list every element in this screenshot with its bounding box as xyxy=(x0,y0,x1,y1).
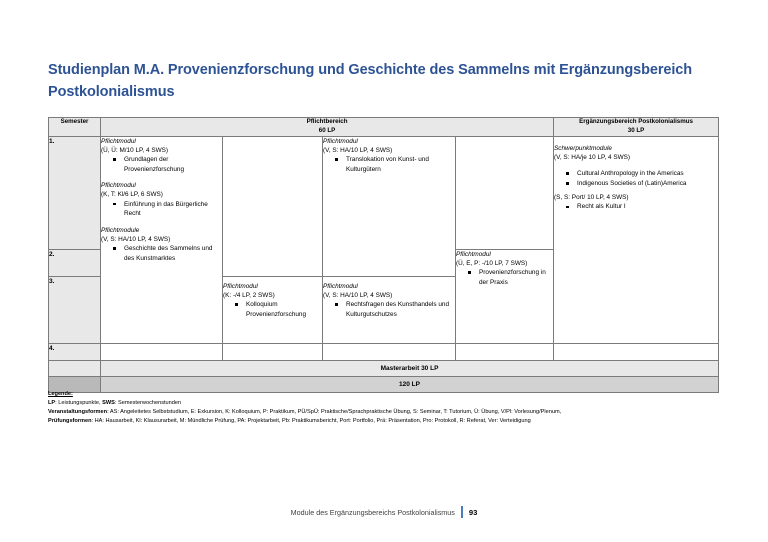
spacer xyxy=(554,137,718,144)
list-item: Translokation von Kunst- und Kulturgütern xyxy=(335,155,455,174)
legend-heading: Legende: xyxy=(48,391,73,397)
cell-pflichtbereich-col2 xyxy=(223,276,323,343)
legend-line-lp xyxy=(48,399,728,408)
cell-pflichtbereich-col3 xyxy=(323,136,456,276)
legend-line-pruefungsformen xyxy=(48,417,728,426)
module-item-list xyxy=(456,268,553,287)
list-item: Provenienzforschung in der Praxis xyxy=(468,268,553,287)
module-kind-label: Pflichtmodul xyxy=(101,137,136,145)
semester-1-label: 1. xyxy=(49,136,101,249)
total-lp-label: 120 LP xyxy=(101,377,719,393)
module-item-list xyxy=(101,200,222,219)
header-pflichtbereich-lp: 60 LP xyxy=(318,126,336,134)
legend-label-veranstaltungsformen: Veranstaltungsformen xyxy=(48,409,108,416)
cell-pflichtbereich-col4 xyxy=(456,249,554,343)
list-item: Cultural Anthropology in the Americas xyxy=(566,169,718,179)
module-kind-label: Pflichtmodul xyxy=(223,282,258,290)
module-code: (K: -/4 LP, 2 SWS) xyxy=(223,292,275,300)
legend-line-veranstaltungsformen xyxy=(48,408,728,417)
module-code: (V, S: HA/je 10 LP, 4 SWS) xyxy=(554,154,631,162)
table-row-semester-4 xyxy=(49,343,719,360)
module-code: (Ü, E, P: -/10 LP, 7 SWS) xyxy=(456,260,528,268)
list-item: Grundlagen der Provenienzforschung xyxy=(113,155,222,174)
cell-ergaenzungsbereich xyxy=(554,136,719,343)
cell-s4-col1-empty xyxy=(101,343,223,360)
module-kind-label: Pflichtmodul xyxy=(101,182,136,190)
spacer xyxy=(101,219,222,226)
masterarbeit-sem-empty xyxy=(49,360,101,376)
cell-s4-col3-empty xyxy=(323,343,456,360)
module-item-list xyxy=(101,244,222,263)
cell-s4-col2-empty xyxy=(223,343,323,360)
footer-inner xyxy=(291,506,478,518)
cell-pflichtbereich-col2-empty xyxy=(223,136,323,276)
legend-text-pruefungsformen: : HA: Hausarbeit, Kl: Klausurarbeit, M: Mündliche Prüfung, PA: Projektarbeit, Pb: Praktikumsbericht, Port: Portfolio, Prä: Präsentation, Pro: Protokoll, R: Referat, Ver: Verteidigung xyxy=(91,418,531,425)
table-row-semester-1 xyxy=(49,136,719,249)
list-item: Rechtsfragen des Kunsthandels und Kulturgutschutzes xyxy=(335,300,455,319)
module-item-list xyxy=(323,300,455,319)
list-item: Geschichte des Sammelns und des Kunstmarktes xyxy=(113,244,222,263)
masterarbeit-label: Masterarbeit 30 LP xyxy=(101,360,719,376)
legend-text-sws: : Semesterwochenstunden xyxy=(114,400,182,407)
header-pflichtbereich xyxy=(101,118,554,137)
footer-divider xyxy=(461,506,463,518)
list-item: Kolloquium Provenienzforschung xyxy=(235,300,322,319)
legend-text-lp: : Leistungspunkte, xyxy=(55,400,103,407)
study-plan-table xyxy=(48,117,719,393)
footer-page-number: 93 xyxy=(468,507,478,517)
footer-text: Module des Ergänzungsbereichs Postkolonialismus xyxy=(290,507,455,517)
module-code: (V, S: HA/10 LP, 4 SWS) xyxy=(101,235,171,243)
module-item-list xyxy=(323,155,455,174)
legend xyxy=(48,390,728,426)
table-header-row xyxy=(49,118,719,137)
module-item-list xyxy=(223,300,322,319)
header-semester: Semester xyxy=(49,118,101,137)
list-item: Einführung in das Bürgerliche Recht xyxy=(113,200,222,219)
list-item: Indigenous Societies of (Latin)America xyxy=(566,179,718,189)
cell-pflichtbereich-col4-empty xyxy=(456,136,554,249)
header-pflichtbereich-label: Pflichtbereich xyxy=(306,118,348,125)
module-kind-label: Pflichtmodul xyxy=(323,282,358,290)
module-kind-label: Schwerpunktmodule xyxy=(554,144,612,152)
spacer xyxy=(101,174,222,181)
page-footer xyxy=(0,506,768,518)
spacer xyxy=(554,162,718,169)
cell-s4-col5-empty xyxy=(554,343,719,360)
semester-2-label: 2. xyxy=(49,249,101,276)
cell-s4-col4-empty xyxy=(456,343,554,360)
module-code: (V, S: HA/10 LP, 4 SWS) xyxy=(323,292,393,300)
legend-label-pruefungsformen: Prüfungsformen xyxy=(48,418,92,425)
module-code: (Ü, Ü: M/10 LP, 4 SWS) xyxy=(101,147,169,155)
module-kind-label: Pflichtmodul xyxy=(323,137,358,145)
module-code: (S, S: Port/ 10 LP, 4 SWS) xyxy=(554,194,629,202)
legend-label-sws: SWS xyxy=(102,400,115,407)
cell-pflichtbereich-col3b xyxy=(323,276,456,343)
semester-3-label: 3. xyxy=(49,276,101,343)
module-item-list xyxy=(554,169,718,188)
header-ergaenzungsbereich xyxy=(554,118,719,137)
header-ergaenzungsbereich-label: Ergänzungsbereich Postkolonialismus xyxy=(579,118,693,125)
legend-label-lp: LP xyxy=(48,400,56,407)
module-item-list xyxy=(101,155,222,174)
cell-pflichtbereich-col1 xyxy=(101,136,223,343)
list-item: Recht als Kultur I xyxy=(566,202,718,212)
semester-4-label: 4. xyxy=(49,343,101,360)
module-kind-label: Pflichtmodul xyxy=(456,250,491,258)
module-item-list xyxy=(554,202,718,212)
header-ergaenzungsbereich-lp: 30 LP xyxy=(627,126,645,134)
legend-text-veranstaltungsformen: : AS: Angeleitetes Selbststudium, E: Exkursion, K: Kolloquium, P: Praktikum, PÜ/SpÜ: Praktische/Sprachpraktische Übung, S: Seminar, T: Tutorium, Ü: Übung, V/Pl: Vorlesung/Plenum, xyxy=(107,409,562,416)
module-code: (V, S: HA/10 LP, 4 SWS) xyxy=(323,147,393,155)
table-row-masterarbeit xyxy=(49,360,719,376)
module-kind-label: Pflichtmodule xyxy=(101,226,140,234)
module-code: (K, T: Kl/6 LP, 6 SWS) xyxy=(101,191,163,199)
page-title: Studienplan M.A. Provenienzforschung und Geschichte des Sammelns mit Ergänzungsbereich Postkolonialismus xyxy=(48,62,693,100)
